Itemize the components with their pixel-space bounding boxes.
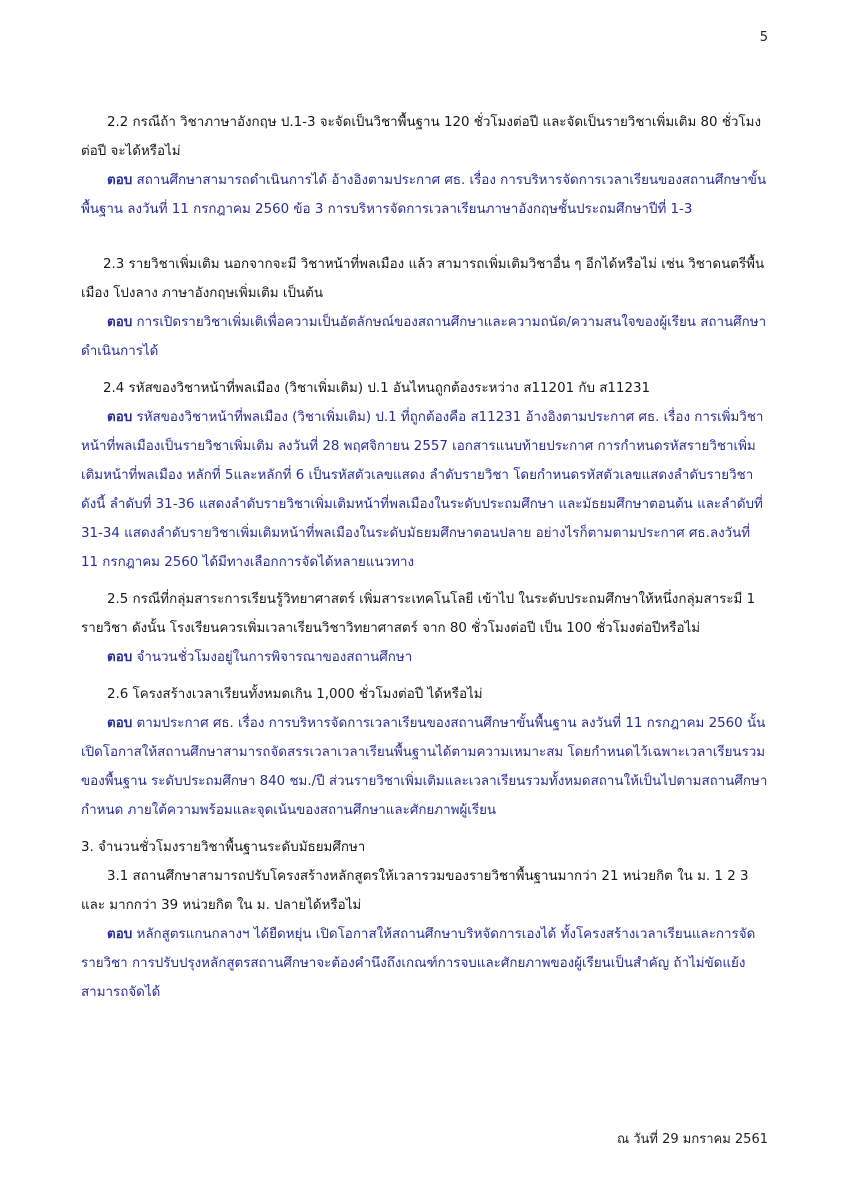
question-2-3: 2.3 รายวิชาเพิ่มเติม นอกจากจะมี วิชาหน้าที่พลเมือง แล้ว สามารถเพิ่มเติมวิชาอื่น ๆ อีกได้หรือไม่ เช่น วิชาดนตรีพื้นเมือง โปงลาง ภาษาอังกฤษเพิ่มเติม เป็นต้น [81, 257, 765, 301]
section-heading: 3. จำนวนชั่วโมงรายวิชาพื้นฐานระดับมัธยมศึกษา [81, 840, 366, 855]
document-body [81, 108, 771, 1007]
answer-3-1 [81, 920, 771, 1007]
answer-2-3 [81, 308, 771, 366]
question-2-2: 2.2 กรณีถ้า วิชาภาษาอังกฤษ ป.1-3 จะจัดเป็นวิชาพื้นฐาน 120 ชั่วโมงต่อปี และจัดเป็นรายวิชาเพิ่มเติม 80 ชั่วโมงต่อปี จะได้หรือไม่ [81, 115, 761, 159]
answer-lead: ตอบ [107, 650, 133, 665]
answer-2-5 [81, 643, 771, 672]
question-2-5: 2.5 กรณีที่กลุ่มสาระการเรียนรู้วิทยาศาสตร์ เพิ่มสาระเทคโนโลยี เข้าไป ในระดับประถมศึกษาให้หนึ่งกลุ่มสาระมี 1 รายวิชา ดังนั้น โรงเรียนควรเพิ่มเวลาเรียนวิชาวิทยาศาสตร์ จาก 80 ชั่วโมงต่อปี เป็น 100 ชั่วโมงต่อปีหรือไม่ [81, 592, 756, 636]
answer-text: จำนวนชั่วโมงอยู่ในการพิจารณาของสถานศึกษา [136, 650, 413, 665]
question-2-4: 2.4 รหัสของวิชาหน้าที่พลเมือง (วิชาเพิ่มเติม) ป.1 อันไหนถูกต้องระหว่าง ส11201 กับ ส11231 [103, 381, 651, 396]
answer-lead: ตอบ [107, 716, 133, 731]
answer-lead: ตอบ [107, 927, 133, 942]
answer-2-6 [81, 709, 771, 825]
answer-text: หลักสูตรแกนกลางฯ ได้ยืดหยุ่น เปิดโอกาสให้สถานศึกษาบริหจัดการเองได้ ทั้งโครงสร้างเวลาเรียนและการจัดรายวิชา การปรับปรุงหลักสูตรสถานศึกษาจะต้องคำนึงถึงเกณฑ์การจบและศักยภาพของผู้เรียนเป็นสำคัญ ถ้าไม่ขัดแย้งสามารถจัดได้ [81, 927, 756, 1000]
footer-date: ณ วันที่ 29 มกราคม 2561 [617, 1132, 768, 1147]
page-number: 5 [759, 30, 768, 45]
answer-lead: ตอบ [107, 410, 133, 425]
answer-2-4 [81, 403, 771, 577]
answer-lead: ตอบ [107, 173, 133, 188]
answer-text: สถานศึกษาสามารถดำเนินการได้ อ้างอิงตามประกาศ ศธ. เรื่อง การบริหารจัดการเวลาเรียนของสถานศึกษาขั้นพื้นฐาน ลงวันที่ 11 กรกฎาคม 2560 ข้อ 3 การบริหารจัดการเวลาเรียนภาษาอังกฤษชั้นประถมศึกษาปีที่ 1-3 [81, 173, 767, 217]
answer-text: การเปิดรายวิชาเพิ่มเติเพื่อความเป็นอัตลักษณ์ของสถานศึกษาและความถนัด/ความสนใจของผู้เรียน สถานศึกษาดำเนินการได้ [81, 315, 767, 359]
answer-text: รหัสของวิชาหน้าที่พลเมือง (วิชาเพิ่มเติม) ป.1 ที่ถูกต้องคือ ส11231 อ้างอิงตามประกาศ ศธ. เรื่อง การเพิ่มวิชาหน้าที่พลเมืองเป็นรายวิชาเพิ่มเติม ลงวันที่ 28 พฤศจิกายน 2557 เอกสารแนบท้ายประกาศ การกำหนดรหัสรายวิชาเพิ่มเติมหน้าที่พลเมือง หลักที่ 5และหลักที่ 6 เป็นรหัสตัวเลขแสดง ลำดับรายวิชา โดยกำหนดรหัสตัวเลขแสดงลำดับรายวิชา ดังนี้ ลำดับที่ 31-36 แสดงลำดับรายวิชาเพิ่มเติมหน้าที่พลเมืองในระดับประถมศึกษา และมัธยมศึกษาตอนต้น และลำดับที่ 31-34 แสดงลำดับรายวิชาเพิ่มเติมหน้าที่พลเมืองในระดับมัธยมศึกษาตอนปลาย อย่างไรก็ตามตามประกาศ ศธ.ลงวันที่ 11 กรกฎาคม 2560 ได้มีทางเลือกการจัดได้หลายแนวทาง [81, 410, 764, 570]
question-2-6: 2.6 โครงสร้างเวลาเรียนทั้งหมดเกิน 1,000 ชั่วโมงต่อปี ได้หรือไม่ [107, 687, 483, 702]
answer-2-2 [81, 166, 771, 224]
answer-lead: ตอบ [107, 315, 133, 330]
answer-text: ตามประกาศ ศธ. เรื่อง การบริหารจัดการเวลาเรียนของสถานศึกษาขั้นพื้นฐาน ลงวันที่ 11 กรกฎาคม 2560 นั้น เปิดโอกาสให้สถานศึกษาสามารถจัดสรรเวลาเวลาเรียนพื้นฐานได้ตามความเหมาะสม โดยกำหนดไว้เฉพาะเวลาเรียนรวมของพื้นฐาน ระดับประถมศึกษา 840 ชม./ปี ส่วนรายวิชาเพิ่มเติมและเวลาเรียนรวมทั้งหมดสถานให้เป็นไปตามสถานศึกษากำหนด ภายใต้ความพร้อมและจุดเน้นของสถานศึกษาและศักยภาพผู้เรียน [81, 716, 768, 818]
question-3-1: 3.1 สถานศึกษาสามารถปรับโครงสร้างหลักสูตรให้เวลารวมของรายวิชาพื้นฐานมากว่า 21 หน่วยกิต ใน ม. 1 2 3 และ มากกว่า 39 หน่วยกิต ใน ม. ปลายได้หรือไม่ [81, 869, 749, 913]
